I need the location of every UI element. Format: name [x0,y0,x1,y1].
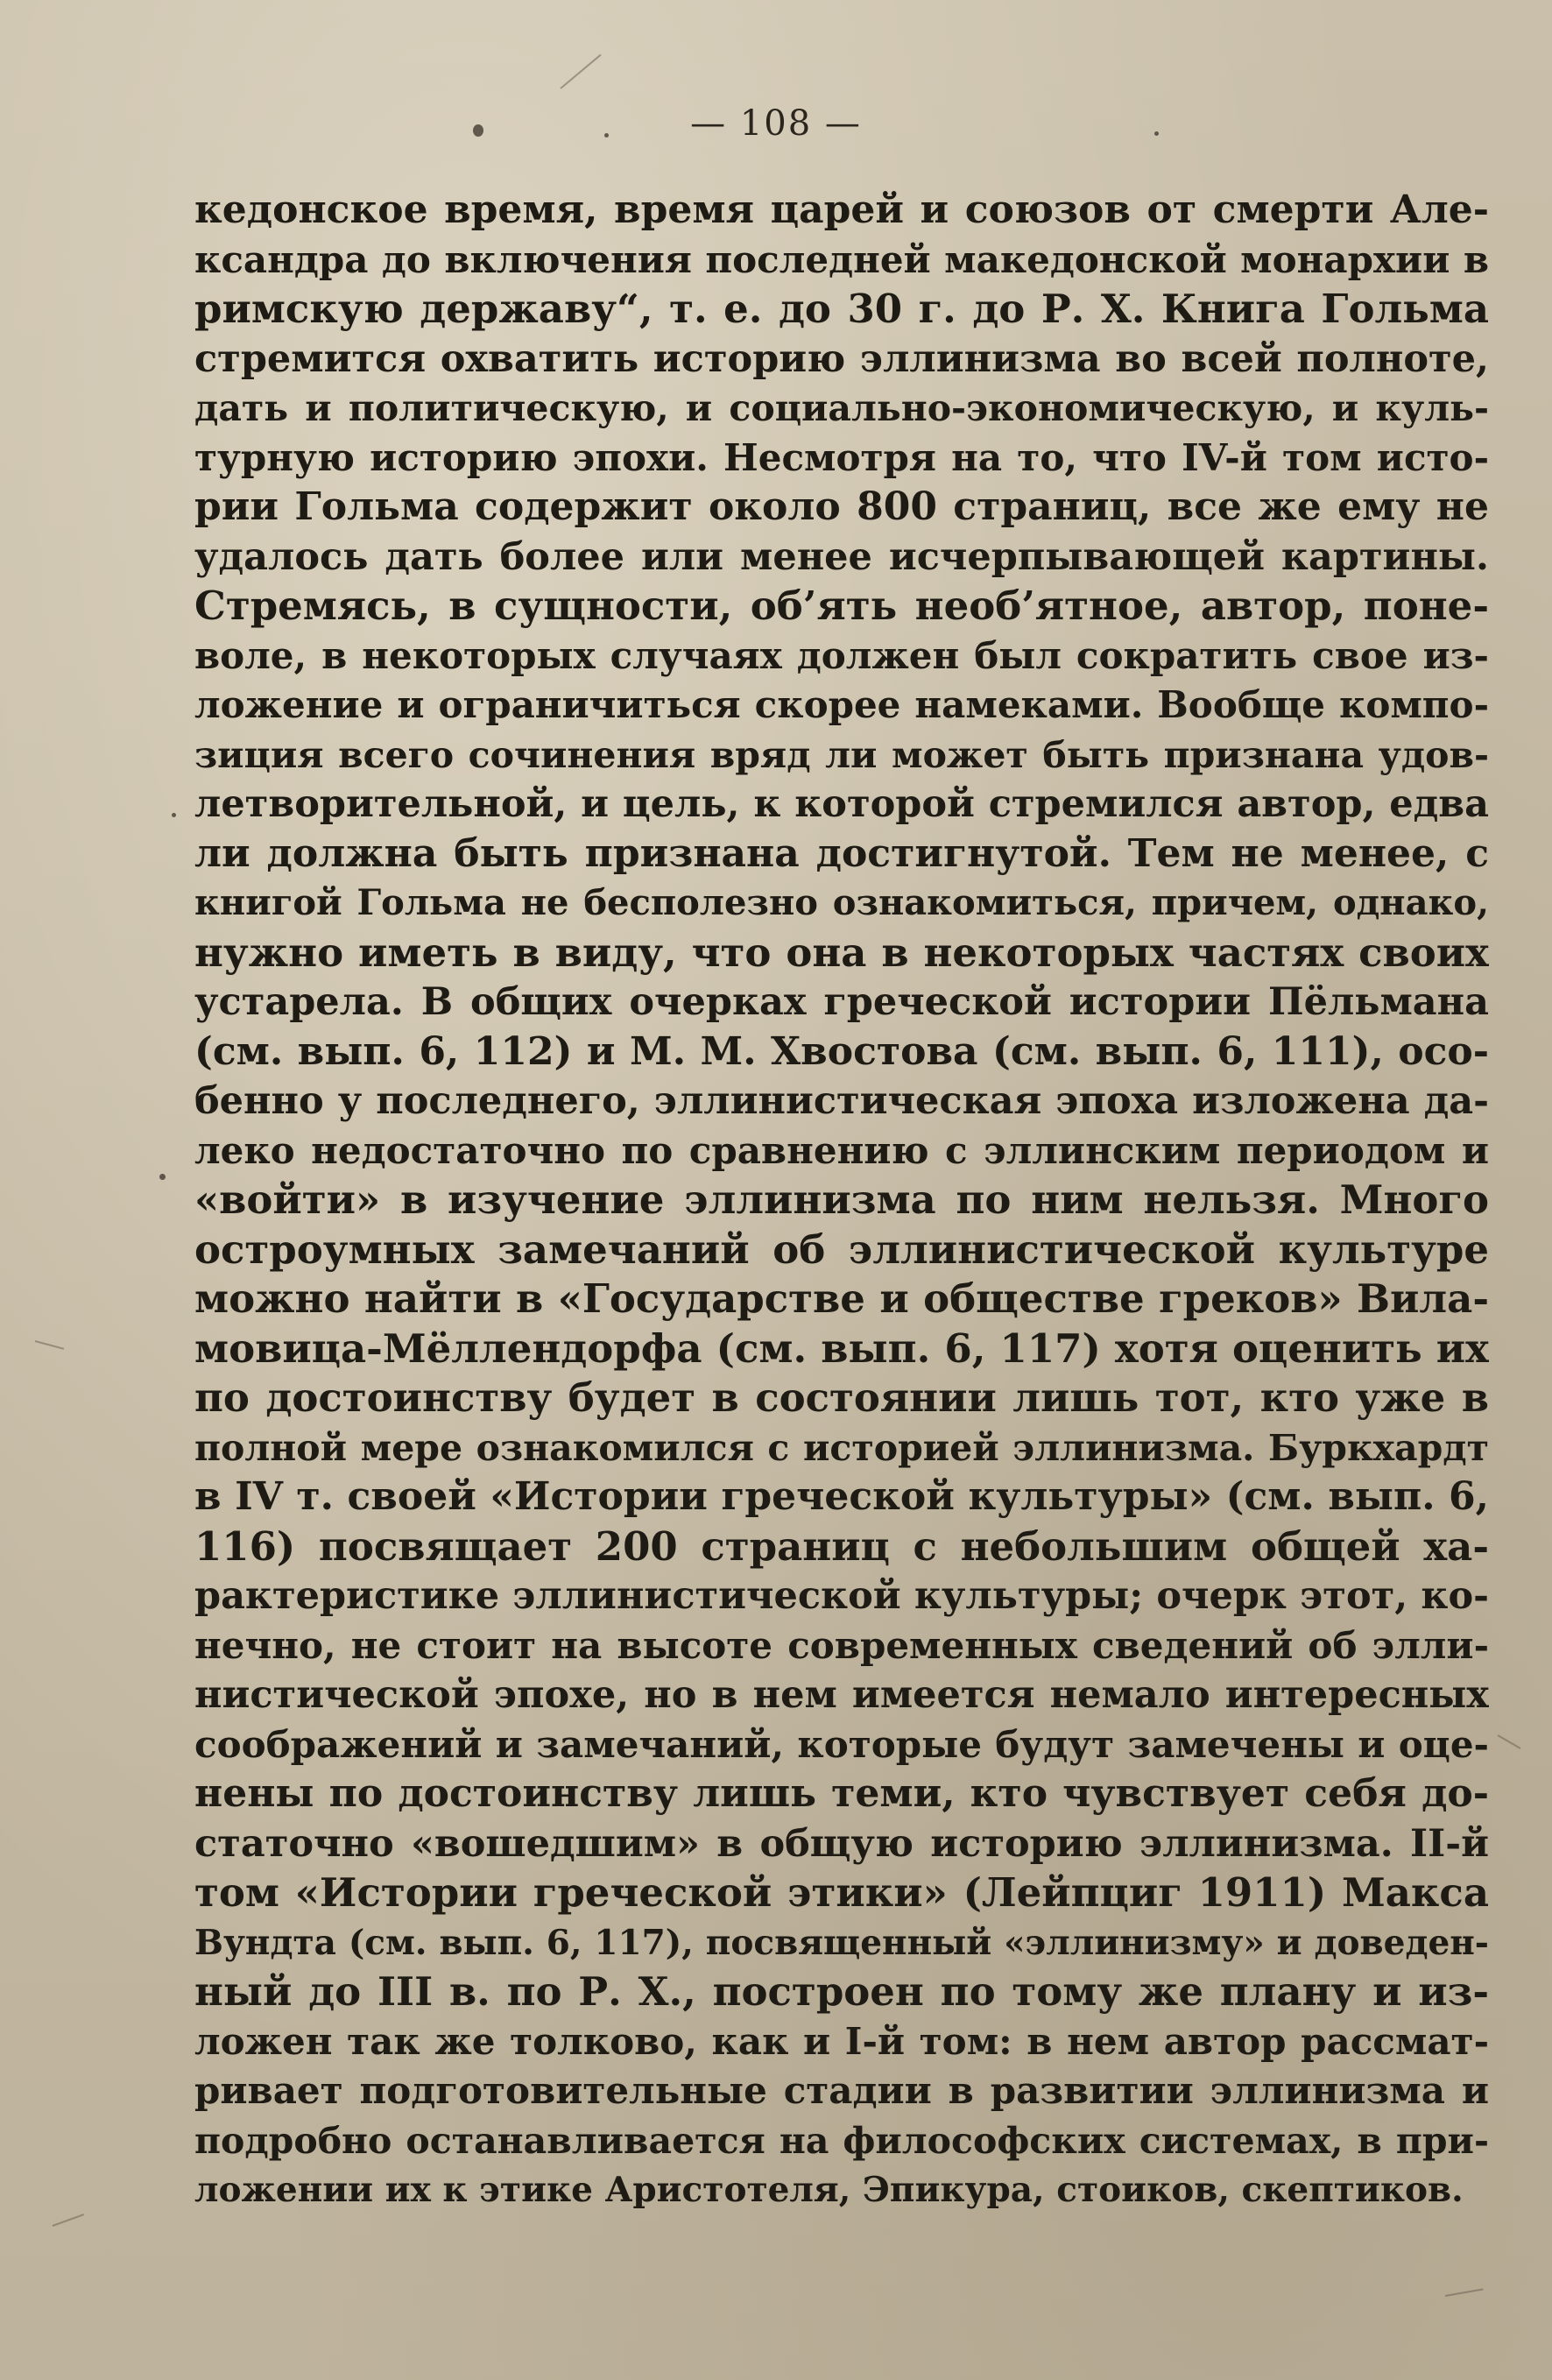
text-line: устарела. В общих очерках греческой истории Пёльмана [194,980,1489,1024]
ink-speck [1154,131,1159,136]
text-line: 116) посвящает 200 страниц с небольшим общей ха- [194,1522,1489,1570]
text-line: статочно «вошедшим» в общую историю эллинизма. II-й [194,1821,1489,1866]
paper-scratch [35,1340,64,1350]
text-line: летворительной, и цель, к которой стремился автор, едва [194,782,1489,826]
ink-speck [159,1174,166,1180]
text-line: Вундта (см. вып. 6, 117), посвященный «эллинизму» и доведен- [194,1922,1489,1963]
text-line: по достоинству будет в состоянии лишь тот, кто уже в [194,1374,1489,1421]
text-line: Стремясь, в сущности, об’ять необ’ятное, автор, поне- [194,583,1489,629]
paper-scratch [560,54,601,89]
text-line: нены по достоинству лишь теми, кто чувствует себя до- [194,1771,1489,1816]
text-line: ли должна быть признана достигнутой. Тем не менее, с [194,830,1489,876]
text-line: соображений и замечаний, которые будут замечены и оце- [194,1722,1489,1766]
text-line: ложение и ограничиться скорее намеками. Вообще компо- [194,683,1489,726]
text-line: воле, в некоторых случаях должен был сократить свое из- [194,633,1489,677]
text-line: римскую державу“, т. е. до 30 г. до Р. Х. Книга Гольма [194,286,1489,332]
text-line: полной мере ознакомился с историей эллинизма. Буркхардт [194,1426,1489,1469]
text-line: «войти» в изучение эллинизма по ним нельзя. Много [194,1176,1489,1223]
text-line: ный до III в. по Р. Х., построен по тому же плану и из- [194,1968,1489,2015]
text-line: ксандра до включения последней македонской монархии в [194,237,1489,281]
text-line: турную историю эпохи. Несмотря на то, что IV-й том исто- [194,435,1489,479]
text-line: ривает подготовительные стадии в развитии эллинизма и [194,2069,1489,2112]
paper-scratch [1445,2288,1484,2297]
text-line: в IV т. своей «Истории греческой культуры» (см. вып. 6, [194,1474,1489,1519]
text-line: удалось дать более или менее исчерпывающей картины. [194,534,1489,579]
paper-scratch [53,2214,84,2227]
text-line: кедонское время, время царей и союзов от смерти Але- [194,187,1489,232]
text-line: книгой Гольма не бесполезно ознакомиться, причем, однако, [194,882,1489,923]
text-line: том «Истории греческой этики» (Лейпциг 1911) Макса [194,1869,1489,1916]
ink-speck [473,124,483,137]
text-line: (см. вып. 6, 112) и М. М. Хвостова (см. вып. 6, 111), осо- [194,1028,1489,1074]
text-line: зиция всего сочинения вряд ли может быть признана удов- [194,733,1489,776]
ink-speck [604,133,609,138]
text-line: можно найти в «Государстве и обществе греков» Вила- [194,1275,1489,1322]
text-line: леко недостаточно по сравнению с эллинским периодом и [194,1128,1489,1172]
text-line: стремится охватить историю эллинизма во всей полноте, [194,336,1489,381]
text-line: дать и политическую, и социально-экономическую, и куль- [194,387,1489,429]
page-number: — 108 — [690,103,862,144]
ink-speck [172,813,176,817]
text-line: ложении их к этике Аристотеля, Эпикура, стоиков, скептиков. [194,2170,1464,2210]
text-line: рактеристике эллинистической культуры; очерк этот, ко- [194,1574,1489,1618]
text-line: нужно иметь в виду, что она в некоторых частях своих [194,929,1489,976]
text-line: остроумных замечаний об эллинистической культуре [194,1225,1489,1273]
body-text [194,186,1489,2215]
text-line: рии Гольма содержит около 800 страниц, все же ему не [194,484,1489,529]
paper-scratch [1498,1734,1521,1749]
text-line: нистической эпохе, но в нем имеется немало интересных [194,1673,1489,1717]
text-line: нечно, не стоит на высоте современных сведений об элли- [194,1623,1489,1667]
text-line: бенно у последнего, эллинистическая эпоха изложена да- [194,1079,1489,1123]
text-line: подробно останавливается на философских системах, в при- [194,2119,1489,2162]
text-line: ложен так же толково, как и I-й том: в нем автор рассмат- [194,2019,1489,2063]
text-line: мовица-Мёллендорфа (см. вып. 6, 117) хотя оценить их [194,1324,1489,1372]
